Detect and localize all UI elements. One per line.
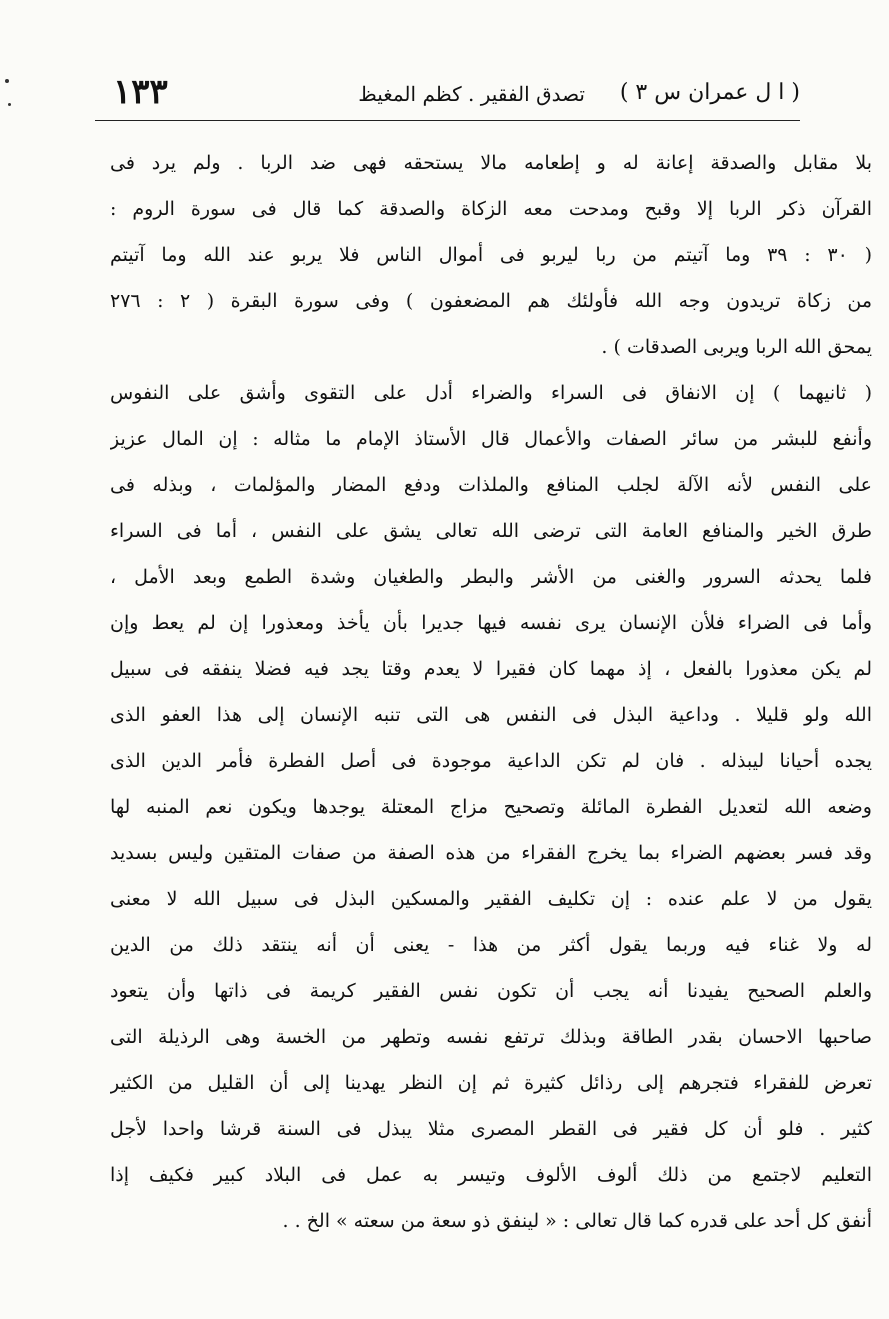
- text-line: كثير . فلو أن كل فقير فى القطر المصرى مثلا يبذل فى السنة قرشا واحدا لأجل: [110, 1118, 872, 1140]
- text-line: لم يكن معذورا بالفعل ، إذ مهما كان فقيرا لا يعدم وقتا يجد فيه فضلا ينفقه فى سبيل: [110, 658, 872, 680]
- page-topics: تصدق الفقير . كظم المغيظ: [358, 82, 585, 106]
- text-line: يقول من لا علم عنده : إن تكليف الفقير والمسكين البذل فى سبيل الله لا معنى: [110, 888, 872, 910]
- text-line: على النفس لأنه الآلة لجلب المنافع والملذات ودفع المضار والمؤلمات ، وبذله فى: [110, 474, 872, 496]
- text-line: له ولا غناء فيه وربما يقول أكثر من هذا - يعنى أن أنه ينتقد ذلك من الدين: [110, 934, 872, 956]
- chapter-reference: ( ا ل عمران س ٣ ): [619, 80, 800, 105]
- text-line: تعرض للفقراء فتجرهم إلى رذائل كثيرة ثم إن النظر يهدينا إلى أن القليل من الكثير: [110, 1072, 872, 1094]
- page-header: [95, 72, 800, 118]
- scan-speck: [5, 79, 9, 83]
- text-line: وضعه الله لتعديل الفطرة المائلة وتصحيح مزاج المعتلة يوجدها ويكون نعم المنبه لها: [110, 796, 872, 818]
- text-line: وقد فسر بعضهم الضراء بما يخرج الفقراء من هذه الصفة من صفات المتقين وليس بسديد: [110, 842, 872, 864]
- text-line: وأنفع للبشر من سائر الصفات والأعمال قال الأستاذ الإمام ما مثاله : إن المال عزيز: [110, 428, 872, 450]
- text-line: التعليم لاجتمع من ذلك ألوف الألوف وتيسر به عمل فى البلاد كبير فكيف إذا: [110, 1164, 872, 1186]
- text-line: أنفق كل أحد على قدره كما قال تعالى : « لينفق ذو سعة من سعته » الخ . .: [282, 1210, 872, 1232]
- text-line: والعلم الصحيح يفيدنا أنه يجب أن تكون نفس الفقير كريمة فى ذاتها وأن يتعود: [110, 980, 872, 1002]
- text-line: يمحق الله الربا ويربى الصدقات ) .: [601, 336, 872, 358]
- text-line: يجده أحيانا ليبذله . فان لم تكن الداعية موجودة فى أصل الفطرة فأمر الدين الذى: [110, 750, 872, 772]
- page-number: ١٣٣: [113, 72, 168, 112]
- text-line: ( ٣٠ : ٣٩ وما آتيتم من ربا ليربو فى أموال الناس فلا يربو عند الله وما آتيتم: [110, 244, 872, 266]
- text-line: الله ولو قليلا . وداعية البذل فى النفس هى التى تنبه الإنسان إلى هذا العفو الذى: [110, 704, 872, 726]
- scan-speck: [8, 103, 11, 106]
- text-line: وأما فى الضراء فلأن الإنسان يرى نفسه فيها جديرا بأن يأخذ ومعذورا إن لم يعط وإن: [110, 612, 872, 634]
- text-line: صاحبها الاحسان بقدر الطاقة وبذلك ترتفع نفسه وتطهر من الخسة وهى الرذيلة التى: [110, 1026, 872, 1048]
- header-rule: [95, 120, 800, 121]
- text-line: فلما يحدثه السرور والغنى من الأشر والبطر والطغيان وشدة الطمع وبعد الأمل ،: [110, 566, 872, 588]
- text-line: من زكاة تريدون وجه الله فأولئك هم المضعفون ) وفى سورة البقرة ( ٢ : ٢٧٦: [110, 290, 872, 312]
- text-line: بلا مقابل والصدقة إعانة له و إطعامه مالا يستحقه فهى ضد الربا . ولم يرد فى: [110, 152, 872, 174]
- page-body: [110, 140, 872, 1280]
- text-line: القرآن ذكر الربا إلا وقبح ومدحت معه الزكاة والصدقة كما قال فى سورة الروم :: [110, 198, 872, 220]
- text-line: ( ثانيهما ) إن الانفاق فى السراء والضراء أدل على التقوى وأشق على النفوس: [110, 382, 872, 404]
- text-line: طرق الخير والمنافع العامة التى ترضى الله تعالى يشق على النفس ، أما فى السراء: [110, 520, 872, 542]
